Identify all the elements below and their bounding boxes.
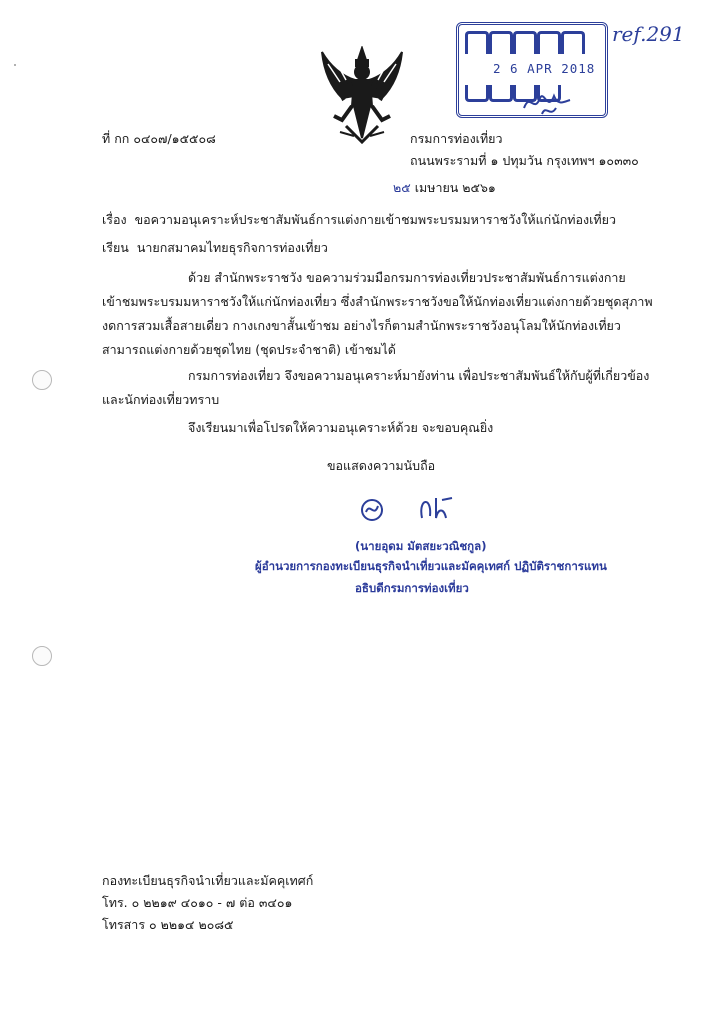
subject-text: ขอความอนุเคราะห์ประชาสัมพันธ์การแต่งกายเข้าชมพระบรมมหาราชวังให้แก่นักท่องเที่ยว: [134, 212, 617, 227]
binder-hole-bottom: [32, 646, 52, 666]
stamp-date: 2 6 APR 2018: [493, 61, 596, 76]
subject-line: [102, 212, 616, 228]
letter-date-month-year: เมษายน ๒๕๖๑: [414, 180, 496, 195]
letter-date: [393, 180, 496, 196]
closing: ขอแสดงความนับถือ: [327, 458, 436, 473]
handwritten-reference: ref.291: [612, 22, 685, 46]
paragraph-1-line-4: สามารถแต่งกายด้วยชุดไทย (ชุดประจำชาติ) เข้าชมได้: [102, 342, 396, 357]
signer-name: (นายอุดม มัตสยะวณิชกูล): [355, 539, 487, 553]
salutation-recipient: นายกสมาคมไทยธุรกิจการท่องเที่ยว: [136, 240, 328, 255]
paragraph-3: จึงเรียนมาเพื่อโปรดให้ความอนุเคราะห์ด้วย จะขอบคุณยิ่ง: [188, 420, 494, 435]
paragraph-2-line-2: และนักท่องเที่ยวทราบ: [102, 392, 220, 407]
subject-label: เรื่อง: [102, 212, 127, 227]
paragraph-2-line-1: กรมการท่องเที่ยว จึงขอความอนุเคราะห์มายังท่าน เพื่อประชาสัมพันธ์ให้กับผู้ที่เกี่ยวข้อง: [188, 368, 650, 383]
letter-date-day: ๒๕: [393, 180, 411, 195]
stamp-header-band: [465, 31, 593, 53]
handwritten-signature: [352, 488, 472, 528]
footer-fax: โทรสาร ๐ ๒๒๑๔ ๒๐๘๕: [102, 917, 234, 932]
salutation-label: เรียน: [102, 240, 129, 255]
salutation-line: [102, 240, 328, 256]
scan-speck: [14, 64, 16, 66]
garuda-emblem: [312, 46, 412, 144]
paragraph-1-line-3: งดการสวมเสื้อสายเดี่ยว กางเกงขาสั้นเข้าชม อย่างไรก็ตามสำนักพระราชวังอนุโลมให้นักท่องเที่ยว: [102, 318, 621, 333]
binder-hole-top: [32, 370, 52, 390]
footer-division: กองทะเบียนธุรกิจนำเที่ยวและมัคคุเทศก์: [102, 873, 314, 888]
paragraph-1-line-1: ด้วย สำนักพระราชวัง ขอความร่วมมือกรมการท่องเที่ยวประชาสัมพันธ์การแต่งกาย: [188, 270, 626, 285]
footer-phone: โทร. ๐ ๒๒๑๙ ๔๐๑๐ - ๗ ต่อ ๓๔๐๑: [102, 895, 293, 910]
stamp-handwritten-scribble: [520, 84, 580, 120]
signer-title: ผู้อำนวยการกองทะเบียนธุรกิจนำเที่ยวและมัคคุเทศก์ ปฏิบัติราชการแทน: [255, 559, 607, 573]
sender-address: ถนนพระรามที่ ๑ ปทุมวัน กรุงเทพฯ ๑๐๓๓๐: [410, 153, 639, 168]
sender-organization: กรมการท่องเที่ยว: [410, 131, 503, 146]
signer-office: อธิบดีกรมการท่องเที่ยว: [355, 581, 469, 595]
reference-number: [102, 131, 216, 147]
reference-number-text: ที่ กก ๐๔๐๗/๑๕๕๐๘: [102, 131, 216, 146]
paragraph-1-line-2: เข้าชมพระบรมมหาราชวังให้แก่นักท่องเที่ยว ซึ่งสำนักพระราชวังขอให้นักท่องเที่ยวแต่งกายด้วยชุดสุภาพ: [102, 294, 653, 309]
